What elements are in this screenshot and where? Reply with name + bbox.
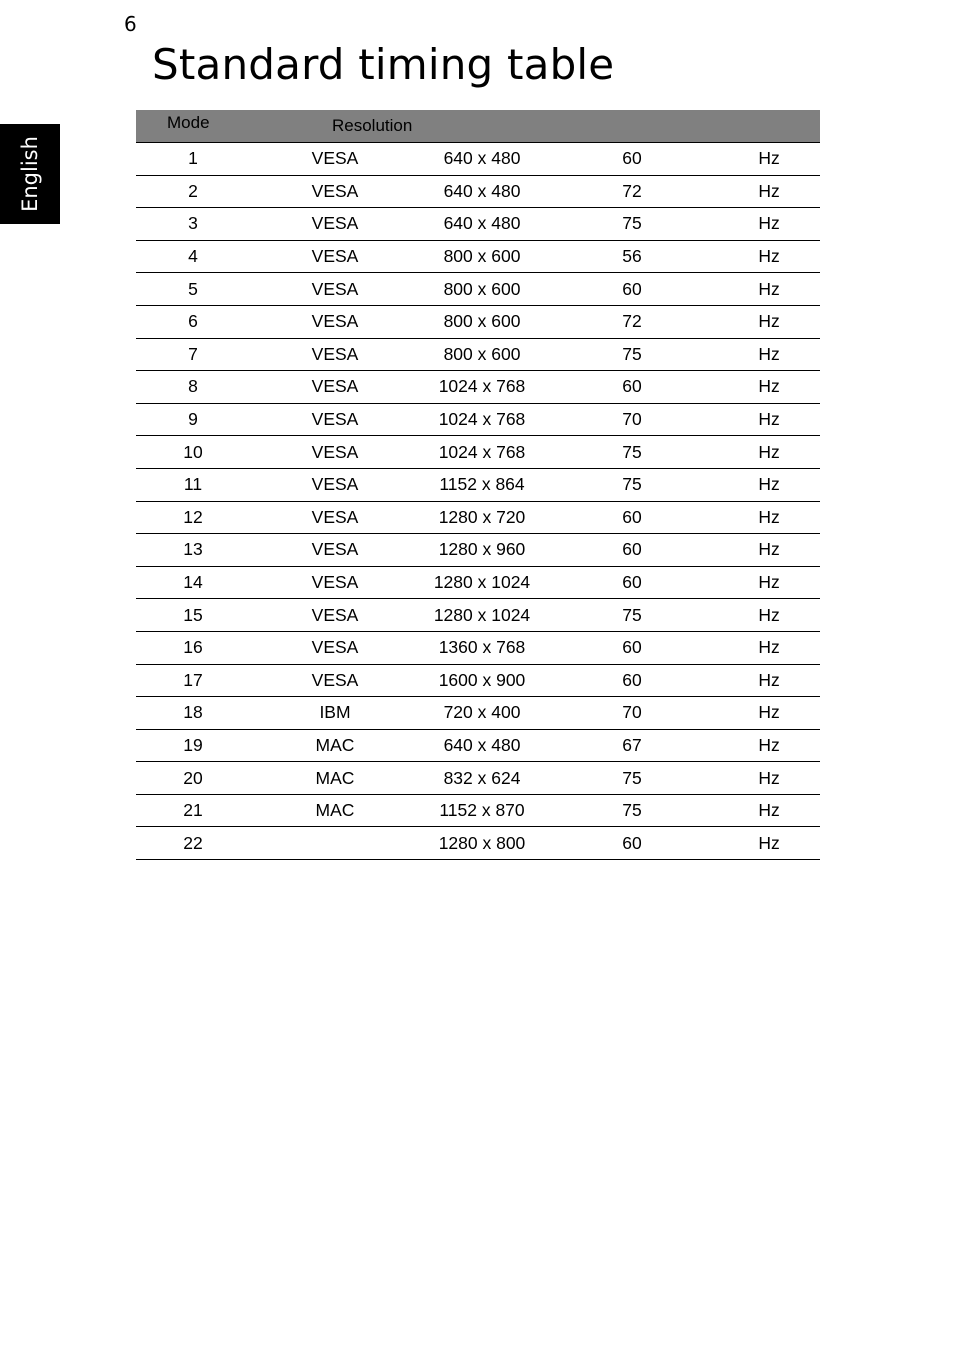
- cell-unit: Hz: [718, 175, 820, 208]
- cell-refresh-rate: 75: [546, 436, 718, 469]
- cell-unit: Hz: [718, 697, 820, 730]
- cell-mode: 7: [136, 338, 252, 371]
- cell-standard: VESA: [252, 143, 418, 176]
- page-number: 6: [124, 12, 137, 36]
- cell-unit: Hz: [718, 566, 820, 599]
- cell-standard: VESA: [252, 403, 418, 436]
- cell-refresh-rate: 72: [546, 175, 718, 208]
- cell-standard: VESA: [252, 208, 418, 241]
- cell-refresh-rate: 75: [546, 599, 718, 632]
- header-row: [136, 110, 820, 143]
- cell-standard: VESA: [252, 436, 418, 469]
- cell-refresh-rate: 60: [546, 631, 718, 664]
- cell-refresh-rate: 75: [546, 208, 718, 241]
- cell-resolution: 1280 x 1024: [418, 566, 546, 599]
- cell-resolution: 1024 x 768: [418, 436, 546, 469]
- language-tab: [0, 124, 60, 224]
- table-row: [136, 501, 820, 534]
- cell-unit: Hz: [718, 208, 820, 241]
- cell-unit: Hz: [718, 664, 820, 697]
- cell-unit: Hz: [718, 729, 820, 762]
- cell-standard: VESA: [252, 240, 418, 273]
- table-row: [136, 534, 820, 567]
- cell-standard: MAC: [252, 762, 418, 795]
- cell-refresh-rate: 75: [546, 794, 718, 827]
- header-resolution: Resolution: [252, 110, 820, 143]
- cell-unit: Hz: [718, 403, 820, 436]
- cell-standard: VESA: [252, 664, 418, 697]
- timing-table: [136, 110, 820, 860]
- cell-resolution: 640 x 480: [418, 729, 546, 762]
- cell-resolution: 1152 x 870: [418, 794, 546, 827]
- cell-unit: Hz: [718, 468, 820, 501]
- cell-refresh-rate: 60: [546, 501, 718, 534]
- cell-resolution: 1280 x 960: [418, 534, 546, 567]
- cell-standard: MAC: [252, 794, 418, 827]
- cell-unit: Hz: [718, 827, 820, 860]
- cell-standard: VESA: [252, 599, 418, 632]
- table-row: [136, 729, 820, 762]
- cell-mode: 20: [136, 762, 252, 795]
- cell-refresh-rate: 60: [546, 273, 718, 306]
- cell-unit: Hz: [718, 501, 820, 534]
- cell-mode: 19: [136, 729, 252, 762]
- cell-refresh-rate: 75: [546, 468, 718, 501]
- cell-unit: Hz: [718, 534, 820, 567]
- cell-mode: 17: [136, 664, 252, 697]
- cell-refresh-rate: 56: [546, 240, 718, 273]
- cell-unit: Hz: [718, 371, 820, 404]
- cell-resolution: 1360 x 768: [418, 631, 546, 664]
- cell-refresh-rate: 60: [546, 664, 718, 697]
- cell-unit: Hz: [718, 631, 820, 664]
- page-title: Standard timing table: [152, 40, 615, 89]
- cell-refresh-rate: 70: [546, 403, 718, 436]
- cell-resolution: 1600 x 900: [418, 664, 546, 697]
- cell-standard: IBM: [252, 697, 418, 730]
- cell-refresh-rate: 60: [546, 371, 718, 404]
- cell-mode: 9: [136, 403, 252, 436]
- cell-refresh-rate: 75: [546, 338, 718, 371]
- table-row: [136, 403, 820, 436]
- cell-standard: VESA: [252, 566, 418, 599]
- cell-mode: 11: [136, 468, 252, 501]
- cell-unit: Hz: [718, 599, 820, 632]
- cell-resolution: 640 x 480: [418, 175, 546, 208]
- cell-mode: 8: [136, 371, 252, 404]
- cell-refresh-rate: 72: [546, 305, 718, 338]
- cell-resolution: 832 x 624: [418, 762, 546, 795]
- cell-resolution: 1280 x 720: [418, 501, 546, 534]
- cell-resolution: 800 x 600: [418, 338, 546, 371]
- cell-mode: 1: [136, 143, 252, 176]
- cell-standard: MAC: [252, 729, 418, 762]
- cell-resolution: 800 x 600: [418, 240, 546, 273]
- cell-unit: Hz: [718, 273, 820, 306]
- cell-resolution: 1024 x 768: [418, 371, 546, 404]
- cell-unit: Hz: [718, 338, 820, 371]
- cell-refresh-rate: 67: [546, 729, 718, 762]
- table-row: [136, 338, 820, 371]
- table-row: [136, 631, 820, 664]
- cell-resolution: 800 x 600: [418, 273, 546, 306]
- cell-mode: 2: [136, 175, 252, 208]
- cell-resolution: 720 x 400: [418, 697, 546, 730]
- cell-standard: VESA: [252, 468, 418, 501]
- table-row: [136, 371, 820, 404]
- cell-standard: VESA: [252, 501, 418, 534]
- cell-refresh-rate: 60: [546, 566, 718, 599]
- cell-standard: VESA: [252, 305, 418, 338]
- cell-resolution: 1152 x 864: [418, 468, 546, 501]
- cell-mode: 4: [136, 240, 252, 273]
- cell-mode: 22: [136, 827, 252, 860]
- cell-mode: 21: [136, 794, 252, 827]
- cell-unit: Hz: [718, 143, 820, 176]
- table-row: [136, 468, 820, 501]
- cell-resolution: 1024 x 768: [418, 403, 546, 436]
- cell-mode: 16: [136, 631, 252, 664]
- cell-mode: 6: [136, 305, 252, 338]
- cell-standard: [252, 827, 418, 860]
- table-row: [136, 436, 820, 469]
- cell-resolution: 1280 x 1024: [418, 599, 546, 632]
- cell-standard: VESA: [252, 273, 418, 306]
- cell-refresh-rate: 60: [546, 143, 718, 176]
- cell-resolution: 640 x 480: [418, 143, 546, 176]
- cell-mode: 3: [136, 208, 252, 241]
- table-row: [136, 175, 820, 208]
- table-row: [136, 794, 820, 827]
- cell-refresh-rate: 75: [546, 762, 718, 795]
- cell-mode: 5: [136, 273, 252, 306]
- cell-unit: Hz: [718, 436, 820, 469]
- table-row: [136, 827, 820, 860]
- cell-mode: 14: [136, 566, 252, 599]
- table-row: [136, 762, 820, 795]
- cell-standard: VESA: [252, 175, 418, 208]
- cell-refresh-rate: 60: [546, 827, 718, 860]
- cell-standard: VESA: [252, 631, 418, 664]
- cell-mode: 18: [136, 697, 252, 730]
- table-row: [136, 664, 820, 697]
- header-mode: Mode: [136, 110, 252, 143]
- cell-unit: Hz: [718, 762, 820, 795]
- cell-standard: VESA: [252, 534, 418, 567]
- cell-mode: 15: [136, 599, 252, 632]
- cell-resolution: 800 x 600: [418, 305, 546, 338]
- cell-standard: VESA: [252, 371, 418, 404]
- table-row: [136, 697, 820, 730]
- table-body: [136, 143, 820, 860]
- table-row: [136, 305, 820, 338]
- table-row: [136, 273, 820, 306]
- cell-refresh-rate: 70: [546, 697, 718, 730]
- cell-unit: Hz: [718, 794, 820, 827]
- table-row: [136, 599, 820, 632]
- cell-unit: Hz: [718, 240, 820, 273]
- table-row: [136, 143, 820, 176]
- cell-mode: 13: [136, 534, 252, 567]
- cell-mode: 10: [136, 436, 252, 469]
- language-tab-label: English: [18, 136, 42, 212]
- cell-resolution: 1280 x 800: [418, 827, 546, 860]
- cell-resolution: 640 x 480: [418, 208, 546, 241]
- cell-standard: VESA: [252, 338, 418, 371]
- cell-unit: Hz: [718, 305, 820, 338]
- cell-refresh-rate: 60: [546, 534, 718, 567]
- cell-mode: 12: [136, 501, 252, 534]
- table-row: [136, 208, 820, 241]
- table-row: [136, 240, 820, 273]
- table-row: [136, 566, 820, 599]
- table-header: [136, 110, 820, 143]
